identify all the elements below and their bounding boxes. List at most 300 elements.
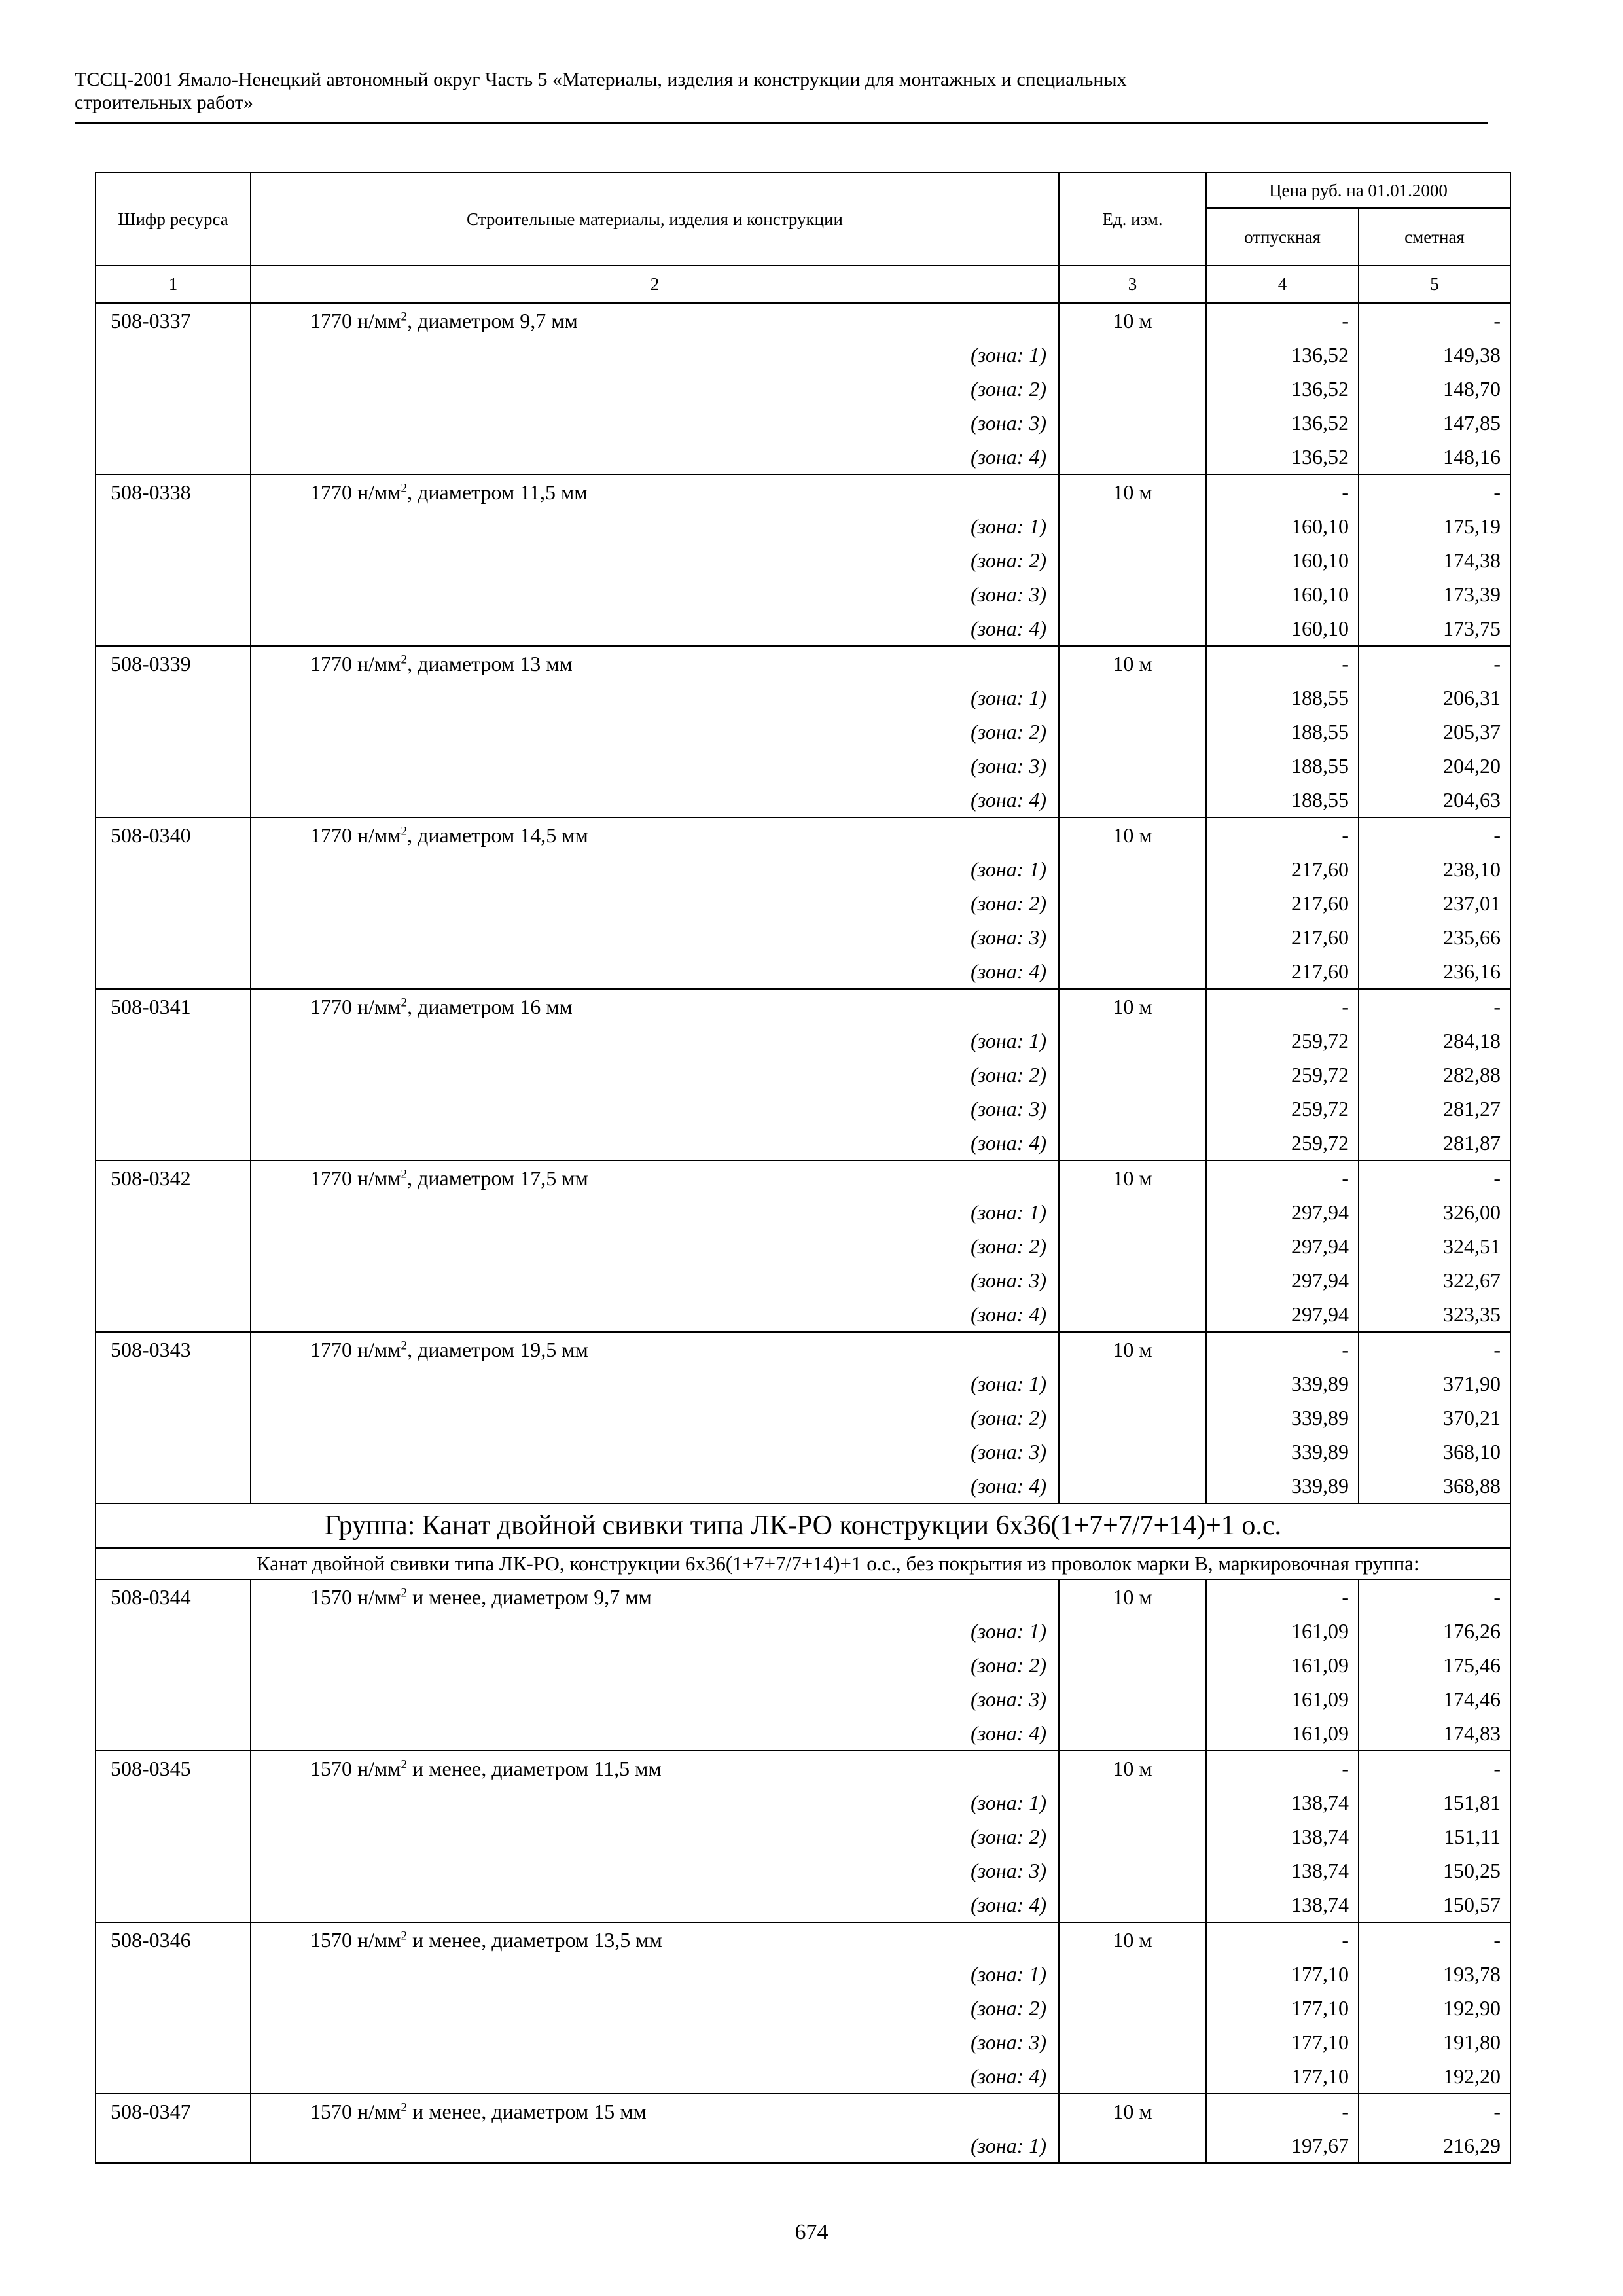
strength-value: 1770 <box>310 652 352 675</box>
name-suffix: , диаметром 14,5 мм <box>407 823 588 847</box>
zone-row <box>96 1263 1510 1297</box>
release-price: 297,94 <box>1206 1297 1359 1332</box>
zone-label: (зона: 1) <box>251 509 1059 543</box>
unit-empty <box>1059 1367 1206 1401</box>
unit-of-measure: 10 м <box>1059 475 1206 509</box>
resource-code-empty <box>96 1297 251 1332</box>
zone-label: (зона: 3) <box>251 1092 1059 1126</box>
estimate-price: - <box>1359 817 1510 852</box>
release-price: 136,52 <box>1206 406 1359 440</box>
estimate-price: 193,78 <box>1359 1957 1510 1991</box>
unit-empty <box>1059 1614 1206 1648</box>
page-number: 674 <box>794 2220 829 2244</box>
zone-row <box>96 2025 1510 2059</box>
strength-value: 1770 <box>310 823 352 847</box>
strength-value: 1770 <box>310 1166 352 1190</box>
estimate-price: 237,01 <box>1359 886 1510 920</box>
resource-code-empty <box>96 1682 251 1716</box>
zone-label: (зона: 4) <box>251 611 1059 646</box>
zone-label: (зона: 2) <box>251 1820 1059 1854</box>
release-price: 161,09 <box>1206 1648 1359 1682</box>
unit-empty <box>1059 2025 1206 2059</box>
release-price: 136,52 <box>1206 440 1359 475</box>
release-price: 217,60 <box>1206 852 1359 886</box>
zone-row <box>96 1195 1510 1229</box>
zone-label: (зона: 3) <box>251 1682 1059 1716</box>
zone-label: (зона: 2) <box>251 886 1059 920</box>
resource-group-1 <box>96 303 1510 1503</box>
zone-label: (зона: 1) <box>251 852 1059 886</box>
unit-empty <box>1059 2059 1206 2094</box>
zone-row <box>96 1785 1510 1820</box>
zone-row <box>96 920 1510 954</box>
resource-name <box>251 303 1059 338</box>
unit-empty <box>1059 611 1206 646</box>
zone-row <box>96 715 1510 749</box>
unit-of-measure: 10 м <box>1059 1332 1206 1367</box>
estimate-price: 216,29 <box>1359 2128 1510 2163</box>
release-price: 161,09 <box>1206 1614 1359 1648</box>
group-description: Канат двойной свивки типа ЛК-РО, конструкции 6х36(1+7+7/7+14)+1 о.с., без покрытия из проволок марки В, маркировочная группа: <box>96 1548 1510 1579</box>
resource-code: 508-0338 <box>96 475 251 509</box>
release-price: 177,10 <box>1206 1991 1359 2025</box>
resource-code-empty <box>96 681 251 715</box>
zone-row <box>96 1888 1510 1922</box>
unit-of-measure: 10 м <box>1059 1160 1206 1195</box>
resource-code: 508-0339 <box>96 646 251 681</box>
zone-row <box>96 1058 1510 1092</box>
zone-label: (зона: 3) <box>251 1435 1059 1469</box>
estimate-price: 174,38 <box>1359 543 1510 577</box>
unit-empty <box>1059 1126 1206 1160</box>
resource-code-empty <box>96 1785 251 1820</box>
estimate-price: - <box>1359 303 1510 338</box>
zone-row <box>96 1957 1510 1991</box>
resource-code: 508-0341 <box>96 989 251 1024</box>
unit-empty <box>1059 886 1206 920</box>
unit-empty <box>1059 920 1206 954</box>
estimate-price: 151,11 <box>1359 1820 1510 1854</box>
zone-row <box>96 1682 1510 1716</box>
release-price: - <box>1206 1332 1359 1367</box>
unit-superscript: 2 <box>401 653 408 667</box>
unit-empty <box>1059 509 1206 543</box>
col-estimate-header: сметная <box>1359 208 1510 266</box>
resource-code-empty <box>96 1435 251 1469</box>
estimate-price: - <box>1359 2094 1510 2128</box>
release-price: - <box>1206 1160 1359 1195</box>
release-price: - <box>1206 817 1359 852</box>
zone-row <box>96 1469 1510 1503</box>
resource-code-empty <box>96 1888 251 1922</box>
resource-code-empty <box>96 886 251 920</box>
resource-code-empty <box>96 1092 251 1126</box>
estimate-price: 173,75 <box>1359 611 1510 646</box>
unit-empty <box>1059 1682 1206 1716</box>
resource-name <box>251 989 1059 1024</box>
zone-row <box>96 1716 1510 1751</box>
unit-text: н/мм <box>357 652 401 675</box>
release-price: 297,94 <box>1206 1263 1359 1297</box>
resource-code: 508-0337 <box>96 303 251 338</box>
release-price: 177,10 <box>1206 1957 1359 1991</box>
release-price: 177,10 <box>1206 2025 1359 2059</box>
zone-row <box>96 509 1510 543</box>
resource-code-empty <box>96 1614 251 1648</box>
zone-label: (зона: 2) <box>251 1648 1059 1682</box>
zone-row <box>96 1297 1510 1332</box>
unit-empty <box>1059 749 1206 783</box>
resource-code-empty <box>96 611 251 646</box>
resource-code-empty <box>96 715 251 749</box>
unit-empty <box>1059 372 1206 406</box>
zone-label: (зона: 2) <box>251 1229 1059 1263</box>
zone-row <box>96 577 1510 611</box>
zone-label: (зона: 2) <box>251 1401 1059 1435</box>
resource-name <box>251 646 1059 681</box>
unit-empty <box>1059 1058 1206 1092</box>
column-number: 2 <box>251 266 1059 303</box>
unit-superscript: 2 <box>401 1338 408 1353</box>
unit-text: н/мм <box>357 1585 401 1609</box>
name-suffix: и менее, диаметром 11,5 мм <box>407 1757 662 1780</box>
table-row <box>96 1751 1510 1785</box>
col-price-header: Цена руб. на 01.01.2000 <box>1206 173 1510 208</box>
table-row <box>96 2094 1510 2128</box>
release-price: 339,89 <box>1206 1435 1359 1469</box>
estimate-price: - <box>1359 1332 1510 1367</box>
resource-name <box>251 817 1059 852</box>
resource-code: 508-0343 <box>96 1332 251 1367</box>
zone-row <box>96 1401 1510 1435</box>
resource-code: 508-0340 <box>96 817 251 852</box>
strength-value: 1770 <box>310 995 352 1018</box>
zone-label: (зона: 4) <box>251 783 1059 817</box>
zone-label: (зона: 4) <box>251 1469 1059 1503</box>
resource-code-empty <box>96 1854 251 1888</box>
zone-row <box>96 338 1510 372</box>
release-price: 177,10 <box>1206 2059 1359 2094</box>
resource-code: 508-0346 <box>96 1922 251 1957</box>
col-code-header: Шифр ресурса <box>96 173 251 266</box>
zone-label: (зона: 3) <box>251 920 1059 954</box>
resource-code-empty <box>96 509 251 543</box>
unit-empty <box>1059 338 1206 372</box>
unit-empty <box>1059 543 1206 577</box>
strength-value: 1570 <box>310 2100 352 2123</box>
unit-of-measure: 10 м <box>1059 2094 1206 2128</box>
estimate-price: - <box>1359 475 1510 509</box>
resource-code-empty <box>96 749 251 783</box>
release-price: 297,94 <box>1206 1195 1359 1229</box>
resource-name <box>251 1922 1059 1957</box>
table-row <box>96 646 1510 681</box>
unit-empty <box>1059 577 1206 611</box>
resource-name <box>251 1751 1059 1785</box>
unit-superscript: 2 <box>401 1586 408 1600</box>
unit-text: н/мм <box>357 995 401 1018</box>
estimate-price: 236,16 <box>1359 954 1510 989</box>
zone-label: (зона: 4) <box>251 1126 1059 1160</box>
resource-code: 508-0342 <box>96 1160 251 1195</box>
table-row <box>96 1922 1510 1957</box>
resource-code-empty <box>96 2059 251 2094</box>
resource-name <box>251 475 1059 509</box>
zone-label: (зона: 1) <box>251 2128 1059 2163</box>
estimate-price: 205,37 <box>1359 715 1510 749</box>
zone-row <box>96 372 1510 406</box>
resource-code-empty <box>96 2128 251 2163</box>
resource-code-empty <box>96 954 251 989</box>
release-price: 339,89 <box>1206 1469 1359 1503</box>
name-suffix: , диаметром 16 мм <box>407 995 573 1018</box>
resource-code-empty <box>96 1229 251 1263</box>
release-price: 197,67 <box>1206 2128 1359 2163</box>
release-price: 339,89 <box>1206 1401 1359 1435</box>
zone-label: (зона: 1) <box>251 338 1059 372</box>
group-section <box>96 1503 1510 1579</box>
strength-value: 1570 <box>310 1585 352 1609</box>
estimate-price: 206,31 <box>1359 681 1510 715</box>
unit-superscript: 2 <box>401 996 408 1010</box>
release-price: 297,94 <box>1206 1229 1359 1263</box>
zone-row <box>96 440 1510 475</box>
zone-row <box>96 1229 1510 1263</box>
resource-code-empty <box>96 852 251 886</box>
estimate-price: 282,88 <box>1359 1058 1510 1092</box>
zone-label: (зона: 1) <box>251 1614 1059 1648</box>
estimate-price: 192,90 <box>1359 1991 1510 2025</box>
resource-code: 508-0344 <box>96 1579 251 1614</box>
resource-name <box>251 2094 1059 2128</box>
release-price: - <box>1206 303 1359 338</box>
release-price: 138,74 <box>1206 1854 1359 1888</box>
estimate-price: 175,19 <box>1359 509 1510 543</box>
resource-code-empty <box>96 1648 251 1682</box>
zone-row <box>96 1648 1510 1682</box>
release-price: 160,10 <box>1206 577 1359 611</box>
estimate-price: 324,51 <box>1359 1229 1510 1263</box>
unit-superscript: 2 <box>401 2100 408 2115</box>
header-line-2: строительных работ» <box>75 92 253 113</box>
estimate-price: 191,80 <box>1359 2025 1510 2059</box>
unit-empty <box>1059 1401 1206 1435</box>
zone-row <box>96 1024 1510 1058</box>
zone-label: (зона: 4) <box>251 1888 1059 1922</box>
group-title: Группа: Канат двойной свивки типа ЛК-РО конструкции 6х36(1+7+7/7+14)+1 о.с. <box>96 1503 1510 1548</box>
estimate-price: 204,63 <box>1359 783 1510 817</box>
estimate-price: 368,10 <box>1359 1435 1510 1469</box>
name-suffix: , диаметром 19,5 мм <box>407 1338 588 1361</box>
release-price: 136,52 <box>1206 338 1359 372</box>
name-suffix: , диаметром 9,7 мм <box>407 309 578 332</box>
zone-label: (зона: 2) <box>251 1058 1059 1092</box>
unit-of-measure: 10 м <box>1059 817 1206 852</box>
resource-code-empty <box>96 338 251 372</box>
unit-empty <box>1059 1229 1206 1263</box>
zone-row <box>96 1854 1510 1888</box>
zone-row <box>96 852 1510 886</box>
price-table <box>95 172 1511 2164</box>
unit-empty <box>1059 1195 1206 1229</box>
release-price: 217,60 <box>1206 920 1359 954</box>
estimate-price: 148,70 <box>1359 372 1510 406</box>
estimate-price: 192,20 <box>1359 2059 1510 2094</box>
unit-of-measure: 10 м <box>1059 989 1206 1024</box>
estimate-price: 322,67 <box>1359 1263 1510 1297</box>
zone-label: (зона: 1) <box>251 1957 1059 1991</box>
unit-text: н/мм <box>357 1166 401 1190</box>
release-price: - <box>1206 989 1359 1024</box>
zone-label: (зона: 3) <box>251 1854 1059 1888</box>
estimate-price: 151,81 <box>1359 1785 1510 1820</box>
unit-text: н/мм <box>357 1338 401 1361</box>
unit-empty <box>1059 1716 1206 1751</box>
release-price: 161,09 <box>1206 1716 1359 1751</box>
resource-code-empty <box>96 1401 251 1435</box>
release-price: 188,55 <box>1206 715 1359 749</box>
column-number: 5 <box>1359 266 1510 303</box>
release-price: 160,10 <box>1206 611 1359 646</box>
resource-code: 508-0347 <box>96 2094 251 2128</box>
resource-code-empty <box>96 1367 251 1401</box>
unit-empty <box>1059 2128 1206 2163</box>
resource-name <box>251 1160 1059 1195</box>
release-price: 188,55 <box>1206 681 1359 715</box>
zone-label: (зона: 4) <box>251 2059 1059 2094</box>
release-price: 160,10 <box>1206 509 1359 543</box>
zone-row <box>96 2128 1510 2163</box>
unit-superscript: 2 <box>401 1757 408 1772</box>
estimate-price: 148,16 <box>1359 440 1510 475</box>
name-suffix: , диаметром 13 мм <box>407 652 573 675</box>
release-price: 161,09 <box>1206 1682 1359 1716</box>
release-price: 138,74 <box>1206 1888 1359 1922</box>
unit-empty <box>1059 681 1206 715</box>
release-price: 259,72 <box>1206 1092 1359 1126</box>
release-price: 188,55 <box>1206 749 1359 783</box>
release-price: - <box>1206 1579 1359 1614</box>
estimate-price: 284,18 <box>1359 1024 1510 1058</box>
estimate-price: 326,00 <box>1359 1195 1510 1229</box>
estimate-price: 281,27 <box>1359 1092 1510 1126</box>
estimate-price: 173,39 <box>1359 577 1510 611</box>
release-price: - <box>1206 1751 1359 1785</box>
resource-code-empty <box>96 1263 251 1297</box>
col-unit-header: Ед. изм. <box>1059 173 1206 266</box>
name-suffix: , диаметром 17,5 мм <box>407 1166 588 1190</box>
release-price: - <box>1206 646 1359 681</box>
resource-code-empty <box>96 1820 251 1854</box>
estimate-price: 174,83 <box>1359 1716 1510 1751</box>
table-row <box>96 303 1510 338</box>
release-price: 136,52 <box>1206 372 1359 406</box>
unit-superscript: 2 <box>401 824 408 838</box>
unit-empty <box>1059 715 1206 749</box>
estimate-price: - <box>1359 1160 1510 1195</box>
unit-empty <box>1059 1263 1206 1297</box>
zone-label: (зона: 2) <box>251 372 1059 406</box>
resource-code-empty <box>96 1991 251 2025</box>
header-line-1: ТССЦ-2001 Ямало-Ненецкий автономный округ Часть 5 «Материалы, изделия и конструкции для монтажных и специальных <box>75 69 1127 90</box>
table-row <box>96 475 1510 509</box>
zone-row <box>96 1435 1510 1469</box>
unit-empty <box>1059 1469 1206 1503</box>
unit-empty <box>1059 1092 1206 1126</box>
estimate-price: 238,10 <box>1359 852 1510 886</box>
column-number: 4 <box>1206 266 1359 303</box>
release-price: 138,74 <box>1206 1785 1359 1820</box>
zone-row <box>96 1126 1510 1160</box>
zone-row <box>96 611 1510 646</box>
estimate-price: 281,87 <box>1359 1126 1510 1160</box>
resource-code-empty <box>96 1195 251 1229</box>
zone-row <box>96 749 1510 783</box>
name-suffix: , диаметром 11,5 мм <box>407 480 588 504</box>
resource-group-2 <box>96 1579 1510 2163</box>
unit-of-measure: 10 м <box>1059 303 1206 338</box>
strength-value: 1770 <box>310 1338 352 1361</box>
resource-code-empty <box>96 1024 251 1058</box>
zone-row <box>96 1614 1510 1648</box>
resource-code-empty <box>96 372 251 406</box>
unit-empty <box>1059 1957 1206 1991</box>
page-header <box>75 68 1488 114</box>
unit-empty <box>1059 1820 1206 1854</box>
unit-empty <box>1059 1888 1206 1922</box>
strength-value: 1770 <box>310 309 352 332</box>
release-price: 259,72 <box>1206 1024 1359 1058</box>
name-suffix: и менее, диаметром 9,7 мм <box>407 1585 652 1609</box>
unit-text: н/мм <box>357 1928 401 1952</box>
table-row <box>96 1332 1510 1367</box>
resource-code-empty <box>96 543 251 577</box>
estimate-price: - <box>1359 989 1510 1024</box>
zone-row <box>96 1092 1510 1126</box>
zone-label: (зона: 1) <box>251 1367 1059 1401</box>
column-number: 1 <box>96 266 251 303</box>
zone-label: (зона: 3) <box>251 1263 1059 1297</box>
resource-code-empty <box>96 1716 251 1751</box>
zone-row <box>96 2059 1510 2094</box>
unit-superscript: 2 <box>401 1929 408 1943</box>
estimate-price: 176,26 <box>1359 1614 1510 1648</box>
release-price: - <box>1206 2094 1359 2128</box>
estimate-price: 174,46 <box>1359 1682 1510 1716</box>
release-price: - <box>1206 475 1359 509</box>
unit-empty <box>1059 1991 1206 2025</box>
estimate-price: 204,20 <box>1359 749 1510 783</box>
release-price: - <box>1206 1922 1359 1957</box>
estimate-price: 175,46 <box>1359 1648 1510 1682</box>
unit-empty <box>1059 1435 1206 1469</box>
unit-text: н/мм <box>357 2100 401 2123</box>
release-price: 339,89 <box>1206 1367 1359 1401</box>
unit-text: н/мм <box>357 480 401 504</box>
estimate-price: 371,90 <box>1359 1367 1510 1401</box>
resource-name <box>251 1579 1059 1614</box>
table-row <box>96 1160 1510 1195</box>
resource-name <box>251 1332 1059 1367</box>
zone-label: (зона: 2) <box>251 1991 1059 2025</box>
estimate-price: 323,35 <box>1359 1297 1510 1332</box>
estimate-price: 370,21 <box>1359 1401 1510 1435</box>
release-price: 259,72 <box>1206 1058 1359 1092</box>
strength-value: 1570 <box>310 1757 352 1780</box>
unit-empty <box>1059 1854 1206 1888</box>
estimate-price: 149,38 <box>1359 338 1510 372</box>
estimate-price: - <box>1359 1751 1510 1785</box>
